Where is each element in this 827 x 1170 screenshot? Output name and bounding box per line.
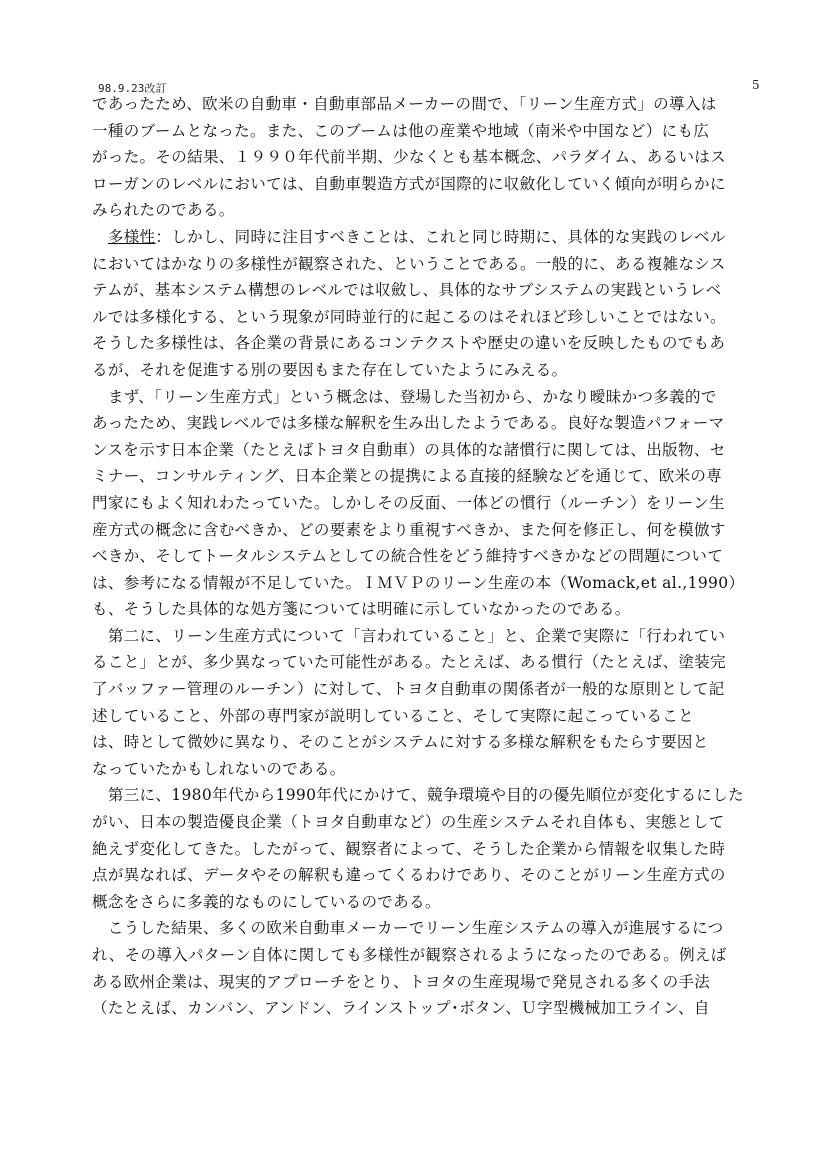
indent <box>92 228 108 246</box>
text-line <box>92 171 782 198</box>
line-text: ローガンのレベルにおいては、自動車製造方式が国際的に収斂化していく傾向が明らかに <box>92 174 726 193</box>
text-line <box>92 969 782 996</box>
text-line <box>92 703 782 730</box>
line-text: は、参考になる情報が不足していた。ＩＭＶＰのリーン生産の本（Womack,et al.,1990） <box>92 573 745 592</box>
text-line <box>92 490 782 517</box>
line-text: 絶えず変化してきた。したがって、観察者によって、そうした企業から情報を収集した時 <box>92 839 726 858</box>
text-line <box>92 357 782 384</box>
text-line <box>92 809 782 836</box>
line-text: 産方式の概念に含むべきか、どの要素をより重視すべきか、また何を修正し、何を模倣す <box>92 520 726 539</box>
line-text: みられたのである。 <box>92 201 235 220</box>
line-text: れ、その導入パターン自体に関しても多様性が観察されるようになったのである。例えば <box>92 946 727 964</box>
text-line <box>92 330 782 357</box>
line-text: テムが、基本システム構想のレベルでは収斂し、具体的なサブシステムの実践というレベ <box>92 281 722 300</box>
line-text: 概念をさらに多義的なものにしているのである。 <box>92 892 441 911</box>
line-text: 点が異なれば、データやその解釈も違ってくるわけであり、そのことがリーン生産方式の <box>92 866 726 885</box>
line-text: 第三に、1980年代から1990年代にかけて、競争環境や目的の優先順位が変化するにした <box>92 786 744 805</box>
page-number: 5 <box>752 78 760 92</box>
text-line <box>92 517 782 544</box>
text-line <box>92 543 782 570</box>
text-line <box>92 915 782 942</box>
line-text: がった。その結果、１９９０年代前半期、少なくとも基本概念、パラダイム、あるいはス <box>92 148 727 167</box>
text-line <box>92 836 782 863</box>
line-text: であったため、欧米の自動車・自動車部品メーカーの間で、「リーン生産方式」の導入は <box>92 95 717 113</box>
line-text: あったため、実践レベルでは多様な解釈を生み出したようである。良好な製造パフォーマ <box>92 414 725 433</box>
body-text <box>92 91 782 1022</box>
text-line <box>92 570 782 597</box>
text-line <box>92 251 782 278</box>
line-text: こうした結果、多くの欧米自動車メーカーでリーン生産システムの導入が進展するにつ <box>92 919 724 938</box>
line-text: 第二に、リーン生産方式について「言われていること」と、企業で実際に「行われてい <box>92 626 726 645</box>
text-line <box>92 197 782 224</box>
text-line <box>92 410 782 437</box>
line-text: は、時として微妙に異なり、そのことがシステムに対する多様な解釈をもたらす要因と <box>92 733 709 752</box>
line-text: においてはかなりの多様性が観察された、ということである。一般的に、ある複雑なシス <box>92 254 726 273</box>
line-text: ミナー、コンサルティング、日本企業との提携による直接的経験などを通じて、欧米の専 <box>92 467 723 486</box>
text-line <box>92 91 782 118</box>
text-line <box>92 224 782 251</box>
line-text: なっていたかもしれないのである。 <box>92 759 346 778</box>
text-line <box>92 623 782 650</box>
text-line <box>92 676 782 703</box>
text-line <box>92 304 782 331</box>
text-line <box>92 862 782 889</box>
underlined-term: 多様性 <box>107 227 156 246</box>
line-text: ルでは多様化する、という現象が同時並行的に起こるのはそれほど珍しいことではない。 <box>92 307 727 326</box>
text-line <box>92 144 782 171</box>
text-line <box>92 384 782 411</box>
text-line <box>92 782 782 809</box>
line-text: ：しかし、同時に注目すべきことは、これと同じ時期に、具体的な実践のレベル <box>155 227 726 246</box>
text-line <box>92 649 782 676</box>
line-text: そうした多様性は、各企業の背景にあるコンテクストや歴史の違いを反映したものでもあ <box>92 334 726 353</box>
text-line <box>92 942 782 969</box>
text-line <box>92 463 782 490</box>
line-text: ある欧州企業は、現実的アプローチをとり、トヨタの生産現場で発見される多くの手法 <box>92 972 711 991</box>
text-line <box>92 437 782 464</box>
text-line <box>92 118 782 145</box>
text-line <box>92 729 782 756</box>
line-text: るが、それを促進する別の要因もまた存在していたようにみえる。 <box>92 360 568 379</box>
text-line <box>92 596 782 623</box>
line-text: がい、日本の製造優良企業（トヨタ自動車など）の生産システムそれ自体も、実態として <box>92 813 725 832</box>
text-line <box>92 995 782 1022</box>
line-text: 了バッファー管理のルーチン）に対して、トヨタ自動車の関係者が一般的な原則として記 <box>92 680 725 699</box>
line-text: 述していること、外部の専門家が説明していること、そして実際に起こっていること <box>92 706 694 725</box>
text-line <box>92 277 782 304</box>
line-text: まず、「リーン生産方式」という概念は、登場した当初から、かなり曖昧かつ多義的で <box>92 387 717 406</box>
line-text: も、そうした具体的な処方箋については明確に示していなかったのである。 <box>92 600 631 619</box>
text-line <box>92 756 782 783</box>
line-text: 門家にもよく知れわたっていた。しかしその反面、一体どの慣行（ルーチン）をリーン生 <box>92 493 725 512</box>
line-text: （たとえば、カンバン、アンドン、ラインストップ･ボタン、Ｕ字型機械加工ライン、自 <box>92 999 710 1018</box>
line-text: べきか、そしてトータルシステムとしての統合性をどう維持すべきかなどの問題について <box>92 547 724 566</box>
text-line <box>92 889 782 916</box>
revision-date: 98.9.23改訂 <box>98 82 167 95</box>
line-text: ンスを示す日本企業（たとえばトヨタ自動車）の具体的な諸慣行に関しては、出版物、セ <box>92 440 726 459</box>
line-text: ること」とが、多少異なっていた可能性がある。たとえば、ある慣行（たとえば、塗装完 <box>92 653 727 672</box>
line-text: 一種のブームとなった。また、このブームは他の産業や地域（南米や中国など）にも広 <box>92 121 710 140</box>
